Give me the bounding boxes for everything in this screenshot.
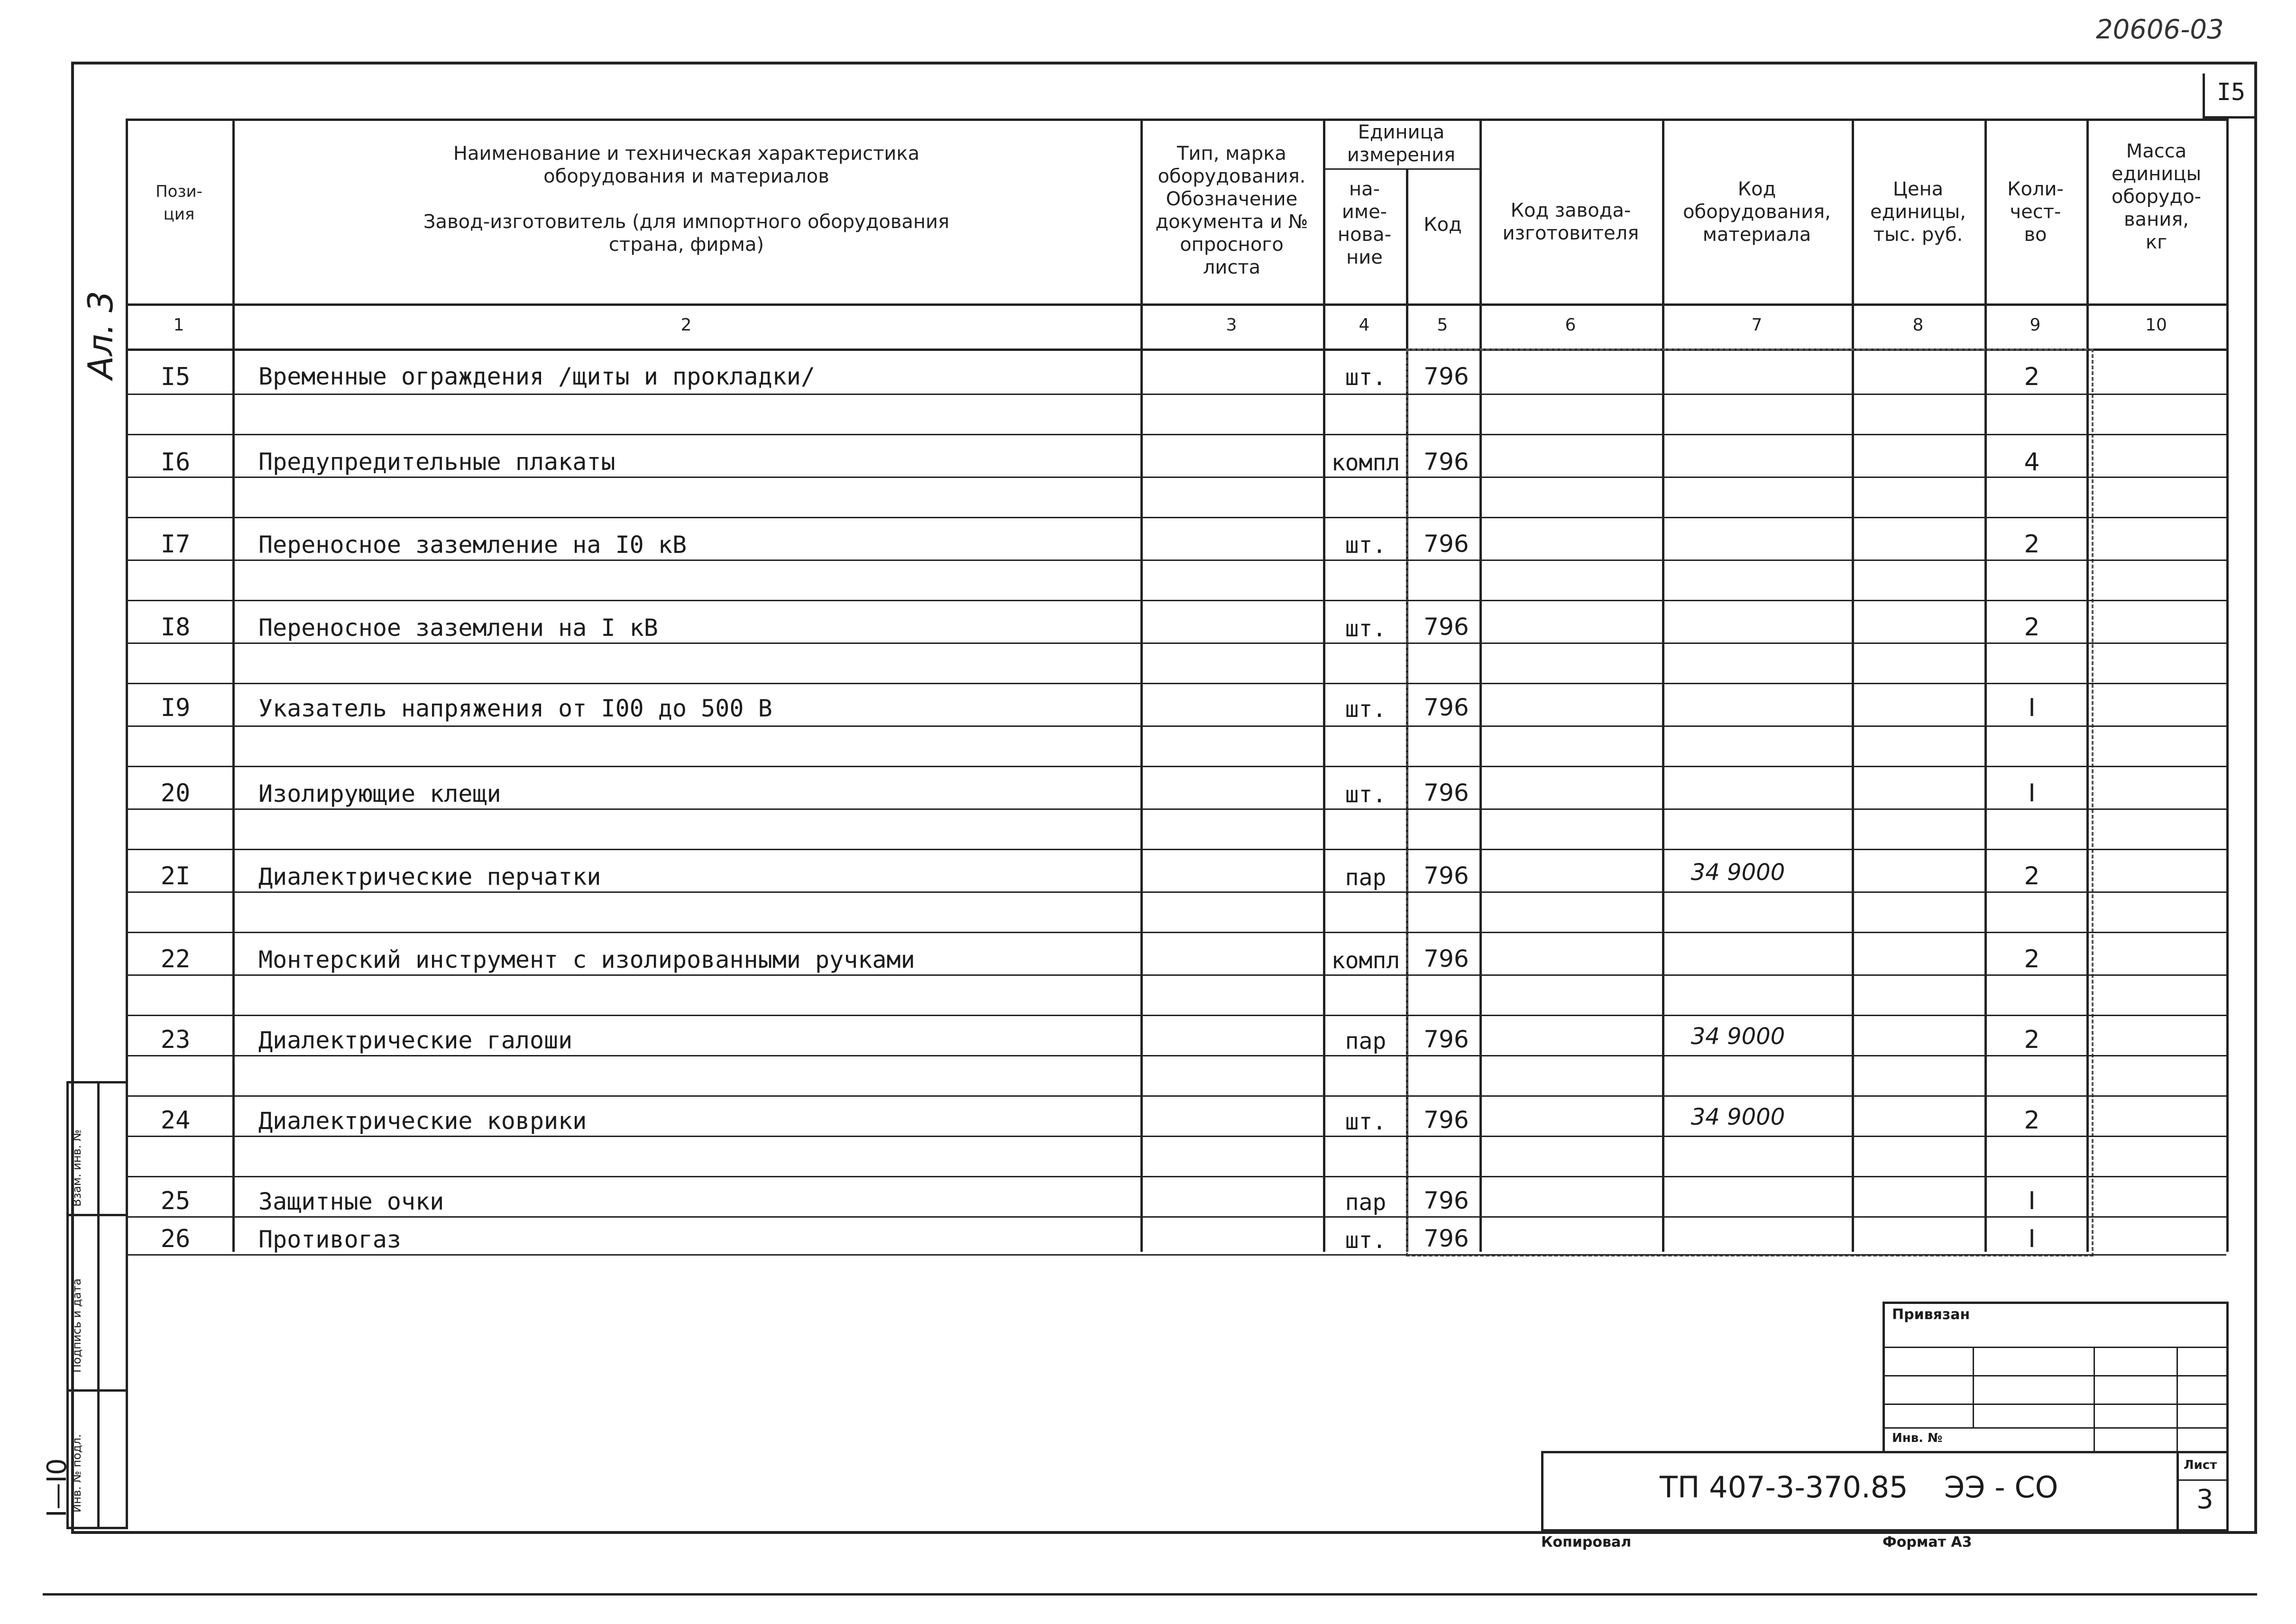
col-line-3: [1323, 119, 1325, 1252]
row-line: [126, 808, 2226, 810]
row-code: 796: [1424, 530, 1469, 558]
row-code: 796: [1424, 1225, 1469, 1252]
row-position: 22: [160, 945, 191, 973]
row-line: [126, 600, 2226, 601]
row-name: Изолирующие клещи: [258, 780, 501, 807]
row-unit: шт.: [1345, 615, 1387, 642]
row-unit: шт.: [1345, 364, 1387, 391]
row-line: [126, 517, 2226, 518]
header-unit-name: на- име- нова- ние: [1337, 178, 1392, 268]
row-name: Диалектрические коврики: [258, 1107, 587, 1135]
header-position: Пози- ция: [156, 182, 202, 224]
row-name: Диалектрические перчатки: [258, 863, 601, 890]
row-code: 796: [1424, 862, 1469, 890]
row-line: [126, 1136, 2226, 1137]
col-line-1: [232, 119, 235, 1252]
side-stamp-divider: [97, 1081, 100, 1529]
side-stamp-edge-mark: I—I0: [42, 1458, 73, 1517]
row-name: Указатель напряжения от I00 до 500 В: [258, 695, 772, 722]
colnum-5: 5: [1437, 315, 1448, 335]
row-quantity: 2: [2024, 613, 2040, 642]
row-name: Предупредительные плакаты: [258, 448, 615, 476]
row-unit: компл: [1331, 947, 1400, 974]
colnum-10: 10: [2145, 315, 2167, 335]
row-code: 796: [1424, 613, 1469, 641]
row-code: 796: [1424, 363, 1469, 390]
row-unit: шт.: [1345, 1109, 1387, 1135]
title-block-sheet-label: Лист: [2184, 1458, 2217, 1472]
row-quantity: I: [2028, 1225, 2036, 1253]
row-code: 796: [1424, 1187, 1469, 1214]
row-position: I7: [160, 530, 191, 559]
title-block-sheet-number: 3: [2196, 1484, 2213, 1515]
row-unit: пар: [1345, 1189, 1387, 1216]
row-line: [126, 1254, 2226, 1256]
bottom-edge-line: [43, 1593, 2257, 1596]
header-material-code: Код оборудования, материала: [1683, 178, 1831, 246]
header-price: Цена единицы, тыс. руб.: [1870, 178, 1966, 246]
colnum-2: 2: [680, 315, 692, 335]
title-block-inv-no: Инв. №: [1892, 1431, 1943, 1445]
row-quantity: 2: [2024, 1106, 2040, 1135]
row-material-code: 34 9000: [1690, 1023, 1785, 1050]
side-stamp-vzam: Взам. инв. №: [70, 1129, 83, 1207]
row-line: [126, 683, 2226, 684]
header-quantity: Коли- чест- во: [2007, 178, 2064, 246]
title-block-sheet-line: [2177, 1479, 2229, 1481]
row-code: 796: [1424, 448, 1469, 476]
row-line: [126, 1095, 2226, 1097]
row-line: [126, 1055, 2226, 1056]
header-unit-code: Код: [1424, 214, 1462, 236]
row-quantity: 2: [2024, 363, 2040, 391]
title-block-divider: [1973, 1347, 1974, 1427]
row-unit: пар: [1345, 864, 1387, 891]
row-name: Защитные очки: [258, 1188, 444, 1215]
row-name: Переносное заземление на I0 кВ: [258, 531, 687, 559]
row-position: I9: [160, 694, 191, 722]
row-position: 20: [160, 779, 191, 807]
row-line: [126, 477, 2226, 478]
title-block-doc-code: ТП 407-3-370.85: [1660, 1470, 1908, 1505]
side-label: Ал. 3: [81, 291, 120, 379]
title-block-divider: [2177, 1347, 2178, 1453]
colnum-8: 8: [1912, 315, 1924, 335]
row-name: Противогаз: [258, 1226, 402, 1253]
row-line: [126, 394, 2226, 395]
row-line: [126, 766, 2226, 767]
row-line: [126, 1216, 2226, 1218]
row-code: 796: [1424, 779, 1469, 807]
colnum-1: 1: [173, 315, 184, 335]
row-line: [126, 891, 2226, 893]
title-block-doc-part: ЭЭ - СО: [1944, 1470, 2058, 1505]
header-mass: Масса единицы оборудо- вания, кг: [2111, 140, 2202, 253]
row-position: I6: [160, 448, 191, 477]
row-position: 23: [160, 1026, 191, 1054]
title-block-copied: Копировал: [1541, 1534, 1632, 1551]
row-quantity: 2: [2024, 1026, 2040, 1054]
row-name: Переносное заземлени на I кВ: [258, 614, 658, 642]
colnum-6: 6: [1565, 315, 1576, 335]
row-line: [126, 974, 2226, 976]
side-stamp-signature-date: Подпись и дата: [70, 1278, 83, 1373]
row-quantity: I: [2028, 694, 2036, 722]
sheet-mark: I5: [2216, 78, 2246, 106]
row-position: 26: [160, 1225, 191, 1253]
row-unit: шт.: [1345, 781, 1387, 808]
title-block-divider: [2094, 1347, 2095, 1453]
row-name: Временные ограждения /щиты и прокладки/: [258, 363, 815, 390]
title-block-bound: Привязан: [1892, 1306, 1970, 1323]
row-name: Монтерский инструмент с изолированными ручками: [258, 946, 915, 973]
row-quantity: I: [2028, 779, 2036, 807]
row-line: [126, 1015, 2226, 1016]
row-name: Диалектрические галоши: [258, 1027, 573, 1054]
header-factory-code: Код завода- изготовителя: [1502, 200, 1639, 244]
header-bottom-line: [126, 303, 2226, 306]
side-stamp-inv-podl: Инв. № подл.: [70, 1434, 83, 1513]
row-material-code: 34 9000: [1690, 859, 1785, 886]
row-line: [126, 1176, 2226, 1177]
document-code-corner: 20606-03: [2096, 14, 2224, 45]
row-material-code: 34 9000: [1690, 1104, 1785, 1130]
row-unit: шт.: [1345, 696, 1387, 723]
row-code: 796: [1424, 694, 1469, 721]
row-code: 796: [1424, 1026, 1469, 1053]
header-name: Наименование и техническая характеристика оборудования и материалов Завод-изготовитель (для импортного оборудования страна, фирма): [423, 143, 950, 256]
colnum-7: 7: [1751, 315, 1763, 335]
row-position: 2I: [160, 862, 191, 890]
row-quantity: 2: [2024, 945, 2040, 973]
unit-split-line: [1323, 168, 1479, 170]
row-quantity: 2: [2024, 530, 2040, 559]
colnum-3: 3: [1226, 315, 1237, 335]
row-line: [126, 434, 2226, 435]
row-unit: пар: [1345, 1028, 1387, 1055]
row-line: [126, 560, 2226, 561]
row-quantity: 2: [2024, 862, 2040, 890]
header-type: Тип, марка оборудования. Обозначение документа и № опросного листа: [1155, 143, 1308, 278]
row-quantity: 4: [2024, 448, 2040, 477]
colnum-9: 9: [2030, 315, 2041, 335]
header-unit-group: Единица измерения: [1347, 121, 1456, 166]
title-block-format: Формат А3: [1883, 1534, 1972, 1551]
row-quantity: I: [2028, 1187, 2036, 1215]
row-position: I8: [160, 613, 191, 642]
row-code: 796: [1424, 945, 1469, 973]
row-unit: шт.: [1345, 1227, 1387, 1254]
row-position: I5: [160, 363, 191, 391]
colnum-4: 4: [1359, 315, 1370, 335]
row-code: 796: [1424, 1106, 1469, 1134]
row-line: [126, 849, 2226, 850]
col-line-10: [2226, 119, 2229, 1252]
row-position: 25: [160, 1187, 191, 1215]
row-line: [126, 642, 2226, 644]
row-unit: шт.: [1345, 532, 1387, 559]
row-line: [126, 932, 2226, 933]
col-line-2: [1140, 119, 1143, 1252]
row-unit: компл: [1331, 450, 1400, 476]
title-block-sheet-divider: [2177, 1451, 2179, 1532]
row-line: [126, 725, 2226, 727]
row-position: 24: [160, 1106, 191, 1135]
header-top-line: [126, 119, 2226, 121]
